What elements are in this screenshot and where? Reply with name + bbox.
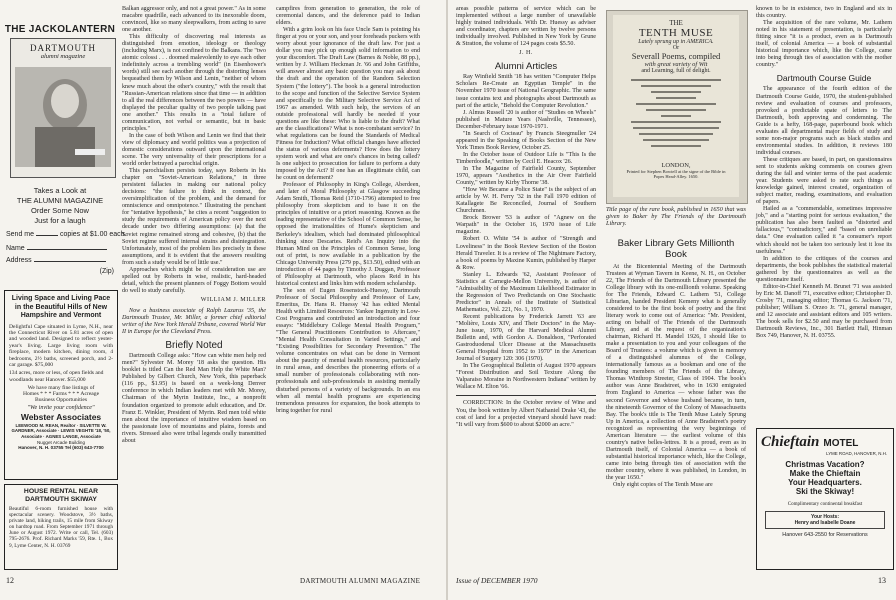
paragraph: This parochialism persists today, says Roberts in his chapter on "Soviet-American Relations," in three persistent fallacies in making our national policy decisions: "the failure to think in context, the oversimplification of the problem, and the demand for omniscience and omnipotence." Illustrating the penchant for "tentative hypothesis," he cites a recent "suggestion to study the requirements of American policy over the next decade under two differing assumptions: (a) that the Soviet regime remained strong and cohesive, (b) that the Soviet regime suffered internal strains and disintegration. Unfortunately, most of the problem lies precisely in these assumptions, and it is evident that the answers resulting from such a study would be of little use." [122,168,266,266]
alumni-item: Robert O. White '54 is author of "Strength and Loveliness" in the Book Review Section of the Boston Herald Traveler. It is a review of The Nightmare Factory, a book of poems by Maxine Kumin, published by Harper & Row. [456,236,596,271]
correction-note: CORRECTION: In the October review of Wine and You, the book written by Albert Nathaniel Drake '43, the cost of land for a projected vineyard should have read: "It will vary from $600 to about $2000 an acre." [456,400,596,428]
paragraph: Professor of Philosophy in King's College, Aberdeen, and later of Moral Philosophy at Glasgow succeeding Adam Smith, Thomas Reid (1710-1796) attempted to free philosophy from skepticism and to base it on the principles of intuitive or a priori reasoning. Known as the leading representative of the School of Common Sense, he opposed the irrationalities of Hume's skepticism and Berkeley's idealism, which had dominated philosophical thinking since Descartes. Reid's An Inquiry into the Human Mind on the Principles of Common Sense, long out of print, is now available in a publication by the Chicago University Press (279 pp., $13.50), edited with an introduction of 44 pages by Timothy J. Duggan, Professor of Philosophy at Dartmouth, who places Reid in his historical context and links him with modern scholarship. [276,182,420,287]
book-title-page-image [606,10,748,204]
right-footer-issue: Issue of DECEMBER 1970 [456,576,538,585]
ad-question-3: Your Headquarters. [788,478,862,487]
jackolantern-headline: THE JACKOLANTERN [4,24,116,35]
alumni-item: In The Geographical Bulletin of August 1970 appears "Forest Distribution and Soil Texture Along the Valparaiso Moraine in Northwestern Indiana" written by Wallace M. Elton '66. [456,363,596,391]
ad-line1: Takes a Look at [33,186,87,195]
alumni-articles-heading: Alumni Articles [494,61,558,73]
left-column-3 [276,6,420,571]
chieftain-logo-row [761,433,889,451]
living-space-ad [4,290,118,480]
many-fine-listings: We have many fine listings of [27,385,95,392]
paragraph: With a grim look on his face Uncle Sam is pointing his finger at you or your son, and your foreheads puckers with worry about your ignorance of the draft law. For just a dollar you may pick up enough solid information to end your discomfort. The Draft Law (Barnes & Noble, 88 pp.), written by J. William Heckman Jr. '66 and John Griffiths, will answer almost any basic question you may ask about the draft and the operation of the Random Selection System ("the lottery"). The book is a general introduction to the scope and function of the Selective Service System and specifically to the Military Selective Service Act of 1967 as amended. With such help, the services of an outside professional will hardly be needed if your questions are like these: Who is liable to the draft? What are the classifications? What is non-combatant service? In what regulations can be found the Standards of Medical Fitness for Induction? What official changes have affected the status of various deferments? How does the lottery system work and what are one's chances in being called? Is one subject to prosecution for failure to perform a duty imposed by the Act? If one has an illegitimate child, can he count on deferment? [276,27,420,182]
cover-title: DARTMOUTH [30,43,96,53]
book-text-lines [621,77,731,157]
paragraph: areas possible patterns of service which can be implemented without a large number of unavailable highly trained individuals. With Dr. Huessy as adviser and coordinator, chapters are written by twelve persons individually involved. Published in New York by Grune & Stratton, the volume of 124 pages costs $5.50. [456,6,596,48]
paragraph: Dartmouth College asks: "How can white men help red men?" Sylvester M. Morey '18 asks the question. His booklet is titled Can the Red Man Help the White Man? Published by Gilbert Church, New York, this paperback (116 pp., $1.95) is based on a week-long Denver conference in which Indian leaders met with Mr. Morey, Chairman of the Myrin Institute, Inc., a nonprofit foundation organized to promote adult education, and Dr. Franz E. Winkler, President of Myrin. Red men told white men about the importance of intuitive wisdom based on the passionate love of mountains and plains, forests and rivers. Stressed also were tribal legends orally transmitted about [122,353,266,444]
paragraph: Hailed as a "commendable, sometimes impressive job," and a "starting point for serious evaluation," the publication has also been faulted as "distorted and fallacious," "contradictory," and "based on unreliable data." One evaluation called it "a consumer's report which should not be taken too seriously lest it lose its usefulness." [756,206,892,255]
address-label: Address [6,257,32,264]
alumni-item: Recent publications by Frederick Jarrett '63 are "Molière, Louis XIV, and Their Doctors" in the May-June issue, 1970, of the Harvard Medical Alumni Bulletin and, with Gordon A. Donaldson, "Perforated Gastroduodenal Ulcer Disease at the Massachusetts General Hospital from 1952 to 1970" in the American Journal of Surgery 120: 306 (1970). [456,313,596,363]
paragraph: In addition to the critiques of the courses and departments, the book publishes the statistical material gathered by the questionnaires as well as the questionnaire itself. [756,255,892,283]
alumni-item: Stanley L. Edwards '62, Assistant Professor of Statistics at Carnegie-Mellon University, is author of "Admissibility of the Maximum Likelihood Estimator in the Regression of Two Predictands on One Stochastic Predictor" in Annals of the Institute of Statistical Mathematics, Vol. 221, No. 1, 1970. [456,271,596,313]
paragraph: These critiques are based, in part, on questionnaires sent to students asking comments on courses given during the fall and winter terms of the past academic year. Students were asked to rate such things as knowledge gained, interest created, organization of subject matter, reading, examinations, and evaluation of papers. [756,156,892,206]
book-line9: Printed for Stephen Bowtell at the signe of the Bible in Popes Head-Alley. 1650. [626,169,726,179]
ad-line2: THE ALUMNI MAGAZINE [16,196,104,205]
book-line7: and Learning, full of delight. [641,68,711,74]
reviewer-initials: J. H. [519,50,533,57]
company-agents: LEEWOOD M. REAN, Realtor · SILVETTE W. GARDNER, Associate · LEWIS VEGHTE '18, '50, Associate · AGNES LANGE, Associate [11,423,111,439]
paragraph: Balkan aggressor only, and not a great power." As in some macabre quadrille, each advanced to its inexorable doom, convinced, like so many sleepwalkers, from acting to save one another. [122,6,266,34]
paragraph: The acquisition of the rare volume, Mr. Lathem noted in his statement of presentation, is particularly fitting since "it is a product, even as is Dartmouth itself, of colonial America — a book of substantial historical importance which, like the College, came into being through ties of association with the mother country." [756,20,892,69]
left-column-2 [122,6,266,571]
book-line2: TENTH MUSE [638,27,714,39]
ad-line3: Order Some Now [31,206,89,215]
paragraph: This difficulty of discovering real interests as distinguished from emotion, ideology or theology (including Marx), is not confined to the Balkans. The "two atomic colossi . . . doomed malevolently to eye each other indefinitely across a trembling world" (in Eisenhower's words) still see each another through the distorting lenses bequeathed them by Wilson and Lenin, "neither of whom knew much about the other's country," with the result that "Russian-American relations since that time — in addition to all the real differences between the two powers — have displayed the peculiar quality of two people talking past one another." This results in a "total failure of communication, not verbal or semantic, but in basic principles." [122,34,266,132]
paragraph: Editor-in-Chief Kenneth M. Brunet '71 was assisted by Eric M. Danoff '71, executive editor; Christopher D. Crosby '71, managing editor; Thomas G. Jackson '71, publisher; William S. Orzeo Jr. '71, general manager, and 12 associate and assistant editors and 105 writers. The book sells for $2.50 and may be purchased from Dartmouth Reviews, Inc., 301 Bartlett Hall, Hinman Box 749, Hanover, N. H. 03755. [756,283,892,340]
house-rental-title: HOUSE RENTAL NEAR DARTMOUTH SKIWAY [23,488,99,503]
right-column-1 [456,6,596,571]
briefly-noted-heading: Briefly Noted [165,340,223,352]
magazine-cover [10,38,116,178]
alumni-item: In the October issue of Outdoor Life is "This Is the Timberdoodle," written by Cecil E. Heacox '26. [456,151,596,165]
book-line5: Severall Poems, compiled [631,51,721,61]
chieftain-logo: Chieftain [761,434,820,450]
right-column-2 [606,206,746,572]
right-column-3 [756,6,892,424]
send-me-label: Send me [6,231,35,238]
book-line1: THE [669,19,683,27]
paragraph: Only eight copies of The Tenth Muse are [613,482,713,489]
divider [456,395,596,396]
house-rental-ad [4,484,118,570]
book-line8: LONDON, [661,162,691,169]
alumni-item: "How We Became a Police State" is the subject of an article by W. H. Ferry '32 in the Fall 1970 edition of Katallagete Be Reconciled, Journal of Southern Churchmen. [456,187,596,215]
reviewer-signature: WILLIAM J. MILLER [200,296,266,303]
ad-line4: Just for a laugh [34,216,86,225]
paragraph: known to be in existence, two in England and six in this country. [756,6,892,20]
company-address: Nugget Arcade Building [36,439,85,445]
ad-question-1: Christmas Vacation? [785,460,865,469]
ad-question-4: Ski the Skiway! [795,487,855,496]
alumni-item: In The Magazine of Fairfield County, September 1970, appears "Aesthetics in the Air Over Fairfield County," written by Kirby Thorne '38. [456,165,596,187]
alumni-item: J. Almus Russell '20 is author of "Studies on Wheels" published in Mature Years (Nashville, Tennessee), December-February issue 1970-1971. [456,109,596,130]
reservations-phone: Hanover 643-2550 for Reservations [782,532,868,538]
name-field[interactable] [27,242,107,250]
paragraph: Approaches which might be of consideration use are spelled out by Roberts in wise, realistic, hard-headed detail, which the present planners of Foggy Bottom would do well to study carefully. [122,266,266,294]
copies-input[interactable] [36,228,58,236]
homes-farms: Homes * * * Farms * * * Acreage [22,391,100,398]
jackolantern-ad [4,20,127,280]
paragraph: In the case of both Wilson and Lenin we find that their view of diplomacy and world politics was a projection of domestic considerations outward upon the international scene. The very universality of their prescriptions for a world order betrayed a parochial origin. [122,132,266,168]
alumni-item: Ray Winfield Smith '18 has written "Computer Helps Scholars Re-Create an Egyptian Temple" in the November 1970 issue of National Geographic. The same issue contains text and photographs about Dartmouth as part of the article, "Behold the Computer Revolution." [456,74,596,109]
left-page-number: 12 [6,576,14,585]
hosts-names: Henry and Isabelle Doane [794,520,856,526]
alumni-item: "In Search of Cocteau" by Francis Steegmuller '24 appeared in the Speaking of Books Section of the New York Times Book Review, October 25. [456,130,596,151]
cover-subtitle: alumni magazine [40,53,86,60]
paragraph: The appearance of the fourth edition of the Dartmouth Course Guide, 1970, the student-published review and evaluation of courses and professors, provoked a predictable spate of letters to The Dartmouth, both approving and condemning. The Guide is a hefty, 168-page, paperbound book which evaluates all departmental major fields of study and some non-major programs such as black studies and environmental studies. In addition, it reviews 180 individual courses. [756,86,892,156]
house-rental-body: Beautiful 6-room furnished house with spectacular scenery. Woodstove, 3½ baths, private land, hiking trails, 15 mile from Skiway on hardtop road. From September 1971 through June or August 1972. Write or call, Tel. (603) 795-2676. Prof. Richard Marks '59, Rte. 1, Box 9, Lyme Center, N. H. 03769 [9,506,113,549]
paragraph: At the Bicentennial Meeting of the Dartmouth Trustees at Wyman Tavern in Keene, N. H., on October 22, The Friends of the Dartmouth Library presented the College library with its one-millionth volume. Speaking for The Friends, Edward C. Lathem '51, College Librarian, handed President Kemeny what is generally considered to be the first book of poetry and the first literary work to come out of America: "Mr. President, acting on behalf of The Friends of the Dartmouth Library, and at the request of the organization's chairman, Richard H. Mandel 1926, I should like to make a presentation to you and your colleagues of the Board of Trustees: a volume which is given in memory of a distinguished alumnus of the College, internationally famous as a bookman and one of the founding members of The Friends of the Library, Thomas Winthrop Streeter, Class of 1904. The book's author was Anne Bradstreet, who in 1630 emigrated from England to America — whose father was the second Governor and whose husband became, in turn, the nineteenth Governor of the Colony of Massachusetts Bay. The book's title is The Tenth Muse Lately Sprung Up in America, a collection of Anne Bradstreet's poetry recognized as representing the very beginnings of American literature — the earliest volume of this country's native belles-lettres. It is a proud, even as in Dartmouth itself, of Colonial America — a book of substantial historical importance which, like the College, came into being through ties of association with the mother country, where it was published, in London, in the year 1650." [606,263,746,482]
zip-label: (Zip) [99,268,114,275]
hosts-label: Your Hosts: [811,514,839,520]
send-me-row [6,228,127,238]
page-gutter [446,0,448,600]
motel-label: MOTEL [823,438,859,449]
invite-confidence: "We invite your confidence" [27,405,95,412]
chieftain-motel-ad [756,428,894,570]
name-label: Name [6,245,25,252]
author-note: Now a business associate of Ralph Lazarus '35, the Dartmouth Trustee, Mr. Miller, a former chief editorial writer of the New York Herald Tribune, covered World War II in Europe for the Cleveland Press. [122,307,266,336]
breakfast-note: Complimentary continental breakfast [787,502,863,507]
book-page [613,15,739,197]
book-line6: with great variety of Wit [644,61,708,68]
course-guide-heading: Dartmouth Course Guide [776,73,872,84]
address-row [6,254,116,264]
book-line3: Lately sprung up in AMERICA. [638,39,714,45]
left-footer-title: DARTMOUTH ALUMNI MAGAZINE [300,577,421,585]
business-opportunities: Business Opportunities [34,397,88,404]
living-space-body: Delightful Cape situated in Lyme, N.H., near the Connecticut River on 5.81 acres of open and wooded land. Designed to reflect yester-year's living. Large living room with fireplace, modern kitchen, dining room, 4 bedrooms, 2½ baths, screened porch, and 2-car garage. $75,000 [9,323,113,368]
right-page-number: 13 [878,576,886,585]
image-caption: Title page of the rare book, published in 1650 that was given to Baker by The Friends of the Dartmouth Library. [606,206,746,228]
motel-address: LYME ROAD, HANOVER, N.H. [826,451,887,456]
paragraph: The son of Eugen Rosenstock-Huessy, Dartmouth Professor of Social Philosophy and Professor of Law, Emeritus, Dr. Hans R. Huessy '42 has edited Mental Health with Limited Resources: Yankee Ingenuity in Low-Cost Programs and contributed an introduction and four essays: "Middlebury College Mental Health Program," "The General Practitioners Contribution to Aftercare," "Mental Health Consultation in Varied Settings," and "Existing Possibilities for Secondary Prevention." The volume concentrates on what can be done in Vermont about the paucity of mental health resources, particularly in rural areas, and describes the pioneering efforts of a small number of professionals collaborating with non-professionals and sub-professionals in assisting mentally disturbed persons of a variety of backgrounds. In an era when all mental health programs are experiencing tremendous pressures for expansion, the book attempts to bring together for rural [276,287,420,414]
copies-label: copies at $1.00 each. [59,231,127,238]
name-row [6,242,116,252]
living-space-title: Living Space and Living Pace in the Beautiful Hills of New Hampshire and Vermont [11,295,111,319]
company-name: Webster Associates [20,412,102,423]
cover-photo [15,67,111,167]
alumni-item: Brock Brower '53 is author of "Agnew on the Warpath" in the October 16, 1970 issue of Life magazine. [456,215,596,236]
ad-question-2: Make the Chieftain [789,469,861,478]
living-space-body2: 134 acres, more or less, of open fields and woodlands near Hanover. $55,000 [9,370,104,383]
company-city: Hanover, N. H. 03755 Tel (603) 643-7700 [18,444,104,450]
address-field[interactable] [34,254,106,262]
book-line4: Or [672,45,680,51]
hosts-box [765,511,885,529]
paragraph: campfires from generation to generation, the role of ceremonial dances, and the deference paid to Indian elders. [276,6,420,27]
baker-library-heading: Baker Library Gets Millionth Book [617,237,735,260]
